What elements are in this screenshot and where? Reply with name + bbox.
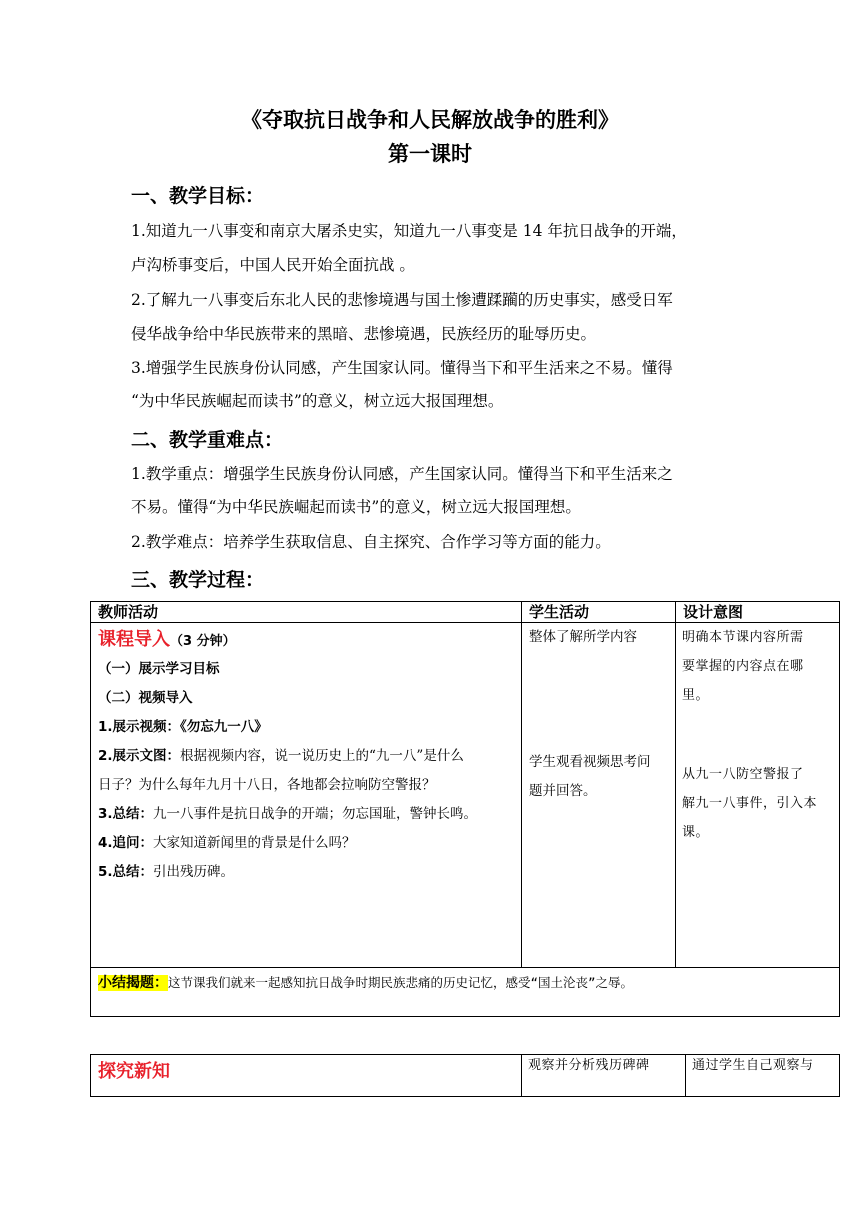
intro-title: 课程导入 — [98, 629, 170, 650]
activity-item: （二）视频导入 — [98, 690, 193, 706]
key-point-line: 2.教学难点：培养学生获取信息、自主探究、合作学习等方面的能力。 — [131, 533, 611, 551]
objective-line: “为中华民族崛起而读书”的意义，树立远大报国理想。 — [131, 392, 504, 410]
key-point-line: 1.教学重点：增强学生民族身份认同感，产生国家认同。懂得当下和平生活来之 — [131, 465, 673, 483]
activity-item: （一）展示学习目标 — [98, 661, 220, 677]
objective-line: 3.增强学生民族身份认同感，产生国家认同。懂得当下和平生活来之不易。懂得 — [131, 359, 673, 377]
summary-label: 小结揭题： — [98, 975, 168, 991]
activity-item: 2.展示文图：根据视频内容，说一说历史上的“九一八”是什么 — [98, 748, 464, 764]
intro-time: （3 分钟） — [170, 634, 236, 649]
design-intent-2: 解九一八事件，引入本 — [682, 796, 818, 811]
student-activity-2: 题并回答。 — [529, 783, 597, 799]
explore-design-text: 通过学生自己观察与 — [692, 1058, 814, 1073]
objective-line: 1.知道九一八事变和南京大屠杀史实，知道九一八事变是 14 年抗日战争的开端， — [131, 222, 687, 240]
activity-item: 日子？为什么每年九月十八日，各地都会拉响防空警报？ — [98, 777, 436, 793]
teacher-activity-cell — [91, 623, 522, 968]
explore-student-cell — [522, 1055, 686, 1097]
document-title: 《夺取抗日战争和人民解放战争的胜利》 — [241, 108, 619, 132]
design-intent-cell — [676, 623, 840, 968]
student-activity-2: 学生观看视频思考问 — [529, 754, 651, 770]
objective-line: 2.了解九一八事变后东北人民的悲惨境遇与国土惨遭蹂躏的历史事实，感受日军 — [131, 291, 673, 309]
explore-table — [90, 1054, 840, 1097]
activity-item: 1.展示视频：《勿忘九一八》 — [98, 719, 268, 735]
objective-line: 侵华战争给中华民族带来的黑暗、悲惨境遇，民族经历的耻辱历史。 — [131, 325, 597, 343]
objective-line: 卢沟桥事变后，中国人民开始全面抗战 。 — [131, 256, 415, 274]
summary-cell — [91, 968, 840, 1017]
design-intent-1: 里。 — [682, 688, 710, 703]
teaching-process-table — [90, 601, 840, 1017]
summary-text: 这节课我们就来一起感知抗日战争时期民族悲痛的历史记忆，感受“国土沦丧”之辱。 — [168, 975, 634, 990]
design-intent-1: 要掌握的内容点在哪 — [682, 659, 804, 674]
explore-student-text: 观察并分析残历碑碑 — [528, 1058, 650, 1073]
student-activity-cell — [522, 623, 676, 968]
header-student-activity: 学生活动 — [522, 602, 676, 623]
activity-item: 3.总结：九一八事件是抗日战争的开端；勿忘国耻，警钟长鸣。 — [98, 806, 478, 822]
design-intent-2: 从九一八防空警报了 — [682, 767, 804, 782]
activity-item: 4.追问：大家知道新闻里的背景是什么吗？ — [98, 835, 356, 851]
design-intent-2: 课。 — [682, 825, 710, 840]
explore-title-cell — [91, 1055, 522, 1097]
header-teacher-activity: 教师活动 — [91, 602, 522, 623]
document-subtitle: 第一课时 — [388, 142, 472, 166]
section-heading-key-points: 二、教学重难点： — [131, 429, 284, 451]
section-heading-objectives: 一、教学目标： — [131, 185, 265, 207]
activity-item: 5.总结：引出残历碑。 — [98, 864, 235, 880]
header-design-intent: 设计意图 — [676, 602, 840, 623]
key-point-line: 不易。懂得“为中华民族崛起而读书”的意义，树立远大报国理想。 — [131, 498, 581, 516]
section-heading-process: 三、教学过程： — [131, 569, 265, 591]
explore-title: 探究新知 — [98, 1061, 170, 1082]
design-intent-1: 明确本节课内容所需 — [682, 630, 804, 645]
student-activity-1: 整体了解所学内容 — [529, 629, 637, 645]
explore-design-cell — [686, 1055, 840, 1097]
